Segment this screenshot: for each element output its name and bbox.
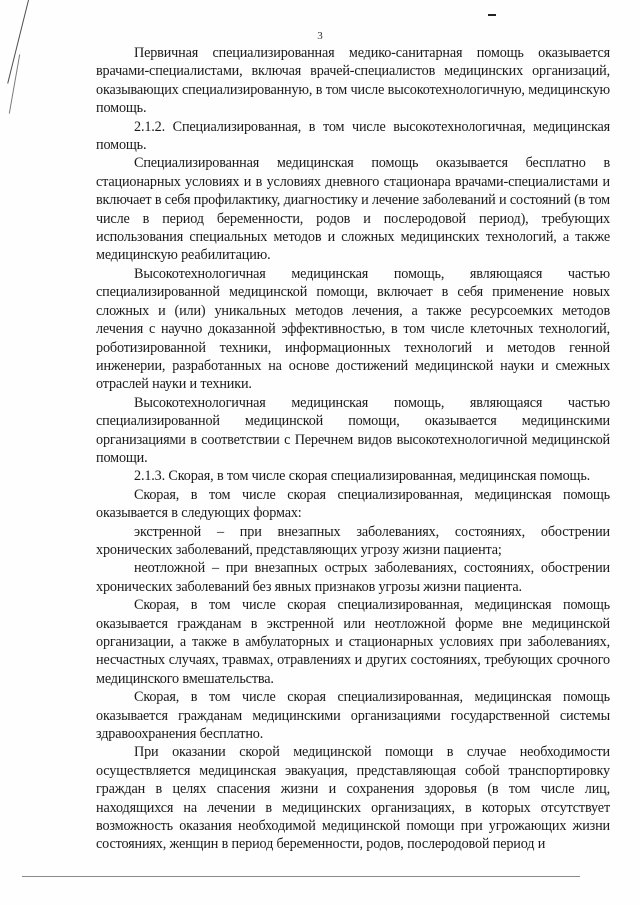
paragraph: Высокотехнологичная медицинская помощь, являющаяся частью специализированной медицинской помощи, оказывается медицинскими организациями в соответствии с Перечнем видов высокотехнологичной медицинской помощи.: [96, 394, 610, 466]
list-item: экстренной – при внезапных заболеваниях, состояниях, обострении хронических заболеваний, представляющих угрозу жизни пациента;: [96, 523, 610, 558]
paragraph: Скорая, в том числе скорая специализированная, медицинская помощь оказывается гражданам в экстренной или неотложной форме вне медицинской организации, а также в амбулаторных и стационарных условиях при заболеваниях, несчастных случаях, травмах, отравлениях и других состояниях, требующих срочного медицинского вмешательства.: [96, 597, 610, 687]
paragraph: Первичная специализированная медико-санитарная помощь оказывается врачами-специалистами, включая врачей-специалистов медицинских организаций, оказывающих специализированную, в том числе высокотехнологичную, медицинскую помощь.: [96, 45, 610, 117]
document-body: [96, 44, 610, 854]
scan-artifact-dash: [488, 14, 496, 16]
paragraph: Высокотехнологичная медицинская помощь, являющаяся частью специализированной медицинской помощи, включает в себя применение новых сложных и (или) уникальных методов лечения, а также ресурсоемких методов лечения с научно доказанной эффективностью, в том числе клеточных технологий, роботизированной техники, информационных технологий и методов генной инженерии, разработанных на основе достижений медицинской науки и смежных отраслей науки и техники.: [96, 265, 610, 393]
scan-bottom-edge: [22, 876, 580, 877]
section-heading: 2.1.2. Специализированная, в том числе высокотехнологичная, медицинская помощь.: [96, 118, 610, 154]
paragraph: Специализированная медицинская помощь оказывается бесплатно в стационарных условиях и в условиях дневного стационара врачами-специалистами и включает в себя профилактику, диагностику и лечение заболеваний и состояний (в том числе в период беременности, родов и послеродовой период), требующих использования специальных методов и сложных медицинских технологий, а также медицинскую реабилитацию.: [96, 155, 610, 264]
section-heading: 2.1.3. Скорая, в том числе скорая специализированная, медицинская помощь.: [134, 468, 591, 485]
paragraph: Скорая, в том числе скорая специализированная, медицинская помощь оказывается гражданам медицинскими организациями государственной системы здравоохранения бесплатно.: [96, 689, 610, 743]
paragraph: Скорая, в том числе скорая специализированная, медицинская помощь оказывается в следующих формах:: [96, 486, 610, 522]
scan-artifact-line: [9, 54, 20, 113]
page-number: 3: [317, 30, 323, 42]
list-item: неотложной – при внезапных острых заболеваниях, состояниях, обострении хронических заболеваний без явных признаков угрозы жизни пациента.: [96, 560, 610, 595]
paragraph: При оказании скорой медицинской помощи в случае необходимости осуществляется медицинская эвакуация, представляющая собой транспортировку граждан в целях спасения жизни и сохранения здоровья (в том числе лиц, находящихся на лечении в медицинских организациях, в которых отсутствует возможность оказания необходимой медицинской помощи при угрожающих жизни состояниях, женщин в период беременности, родов, послеродовой период и: [96, 744, 610, 853]
